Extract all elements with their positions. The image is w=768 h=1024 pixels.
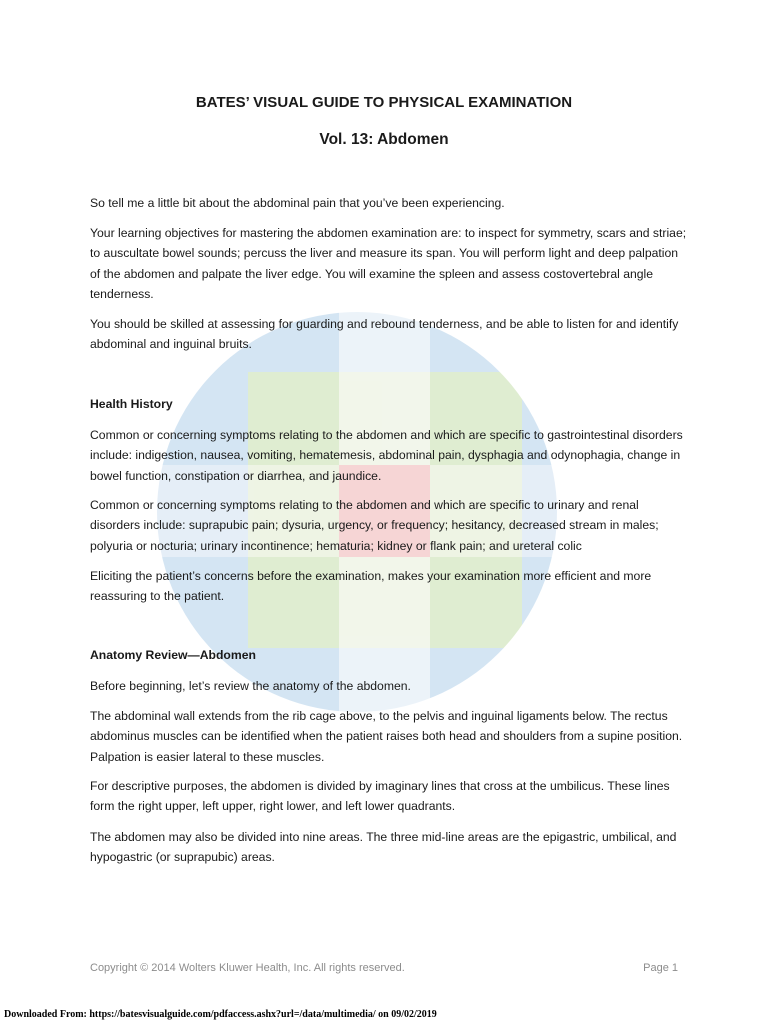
copyright-footer: Copyright © 2014 Wolters Kluwer Health, Inc. All rights reserved. xyxy=(90,962,405,974)
abdominal-wall-paragraph: The abdominal wall extends from the rib cage above, to the pelvis and inguinal ligaments below. The rectus abdominus muscles can be identified when the patient raises both head and shoulders from a supine position. Palpation is easier lateral to these muscles. xyxy=(90,709,683,764)
gi-symptoms-paragraph: Common or concerning symptoms relating to the abdomen and which are specific to gastrointestinal disorders include: indigestion, nausea, vomiting, hematemesis, abdominal pain, dysphagia and odynophagia, change in bowel function, constipation or diarrhea, and jaundice. xyxy=(90,428,683,483)
download-source-note: Downloaded From: https://batesvisualguide.com/pdfaccess.ashx?url=/data/multimedia/ on 09/02/2019 xyxy=(4,1009,437,1020)
learning-objectives-paragraph: Your learning objectives for mastering the abdomen examination are: to inspect for symmetry, scars and striae; to auscultate bowel sounds; percuss the liver and measure its span. You will perform light and deep palpation of the abdomen and palpate the liver edge. You will examine the spleen and assess costovertebral angle tenderness. xyxy=(90,226,687,301)
quadrants-paragraph: For descriptive purposes, the abdomen is divided by imaginary lines that cross at the umbilicus. These lines form the right upper, left upper, right lower, and left lower quadrants. xyxy=(90,779,670,814)
intro-paragraph: So tell me a little bit about the abdominal pain that you’ve been experiencing. xyxy=(90,196,505,210)
urinary-symptoms-paragraph: Common or concerning symptoms relating to the abdomen and which are specific to urinary and renal disorders include: suprapubic pain; dysuria, urgency, or frequency; hesitancy, decreased stream in males; polyuria or nocturia; urinary incontinence; hematuria; kidney or flank pain; and ureteral colic xyxy=(90,498,659,553)
page-number: Page 1 xyxy=(643,962,678,974)
nine-areas-paragraph: The abdomen may also be divided into nine areas. The three mid-line areas are the epigastric, umbilical, and hypogastric (or suprapubic) areas. xyxy=(90,830,677,865)
document-title: BATES’ VISUAL GUIDE TO PHYSICAL EXAMINATION xyxy=(195,94,573,111)
patient-concerns-paragraph: Eliciting the patient’s concerns before the examination, makes your examination more efficient and more reassuring to the patient. xyxy=(90,569,652,604)
section-heading-anatomy: Anatomy Review—Abdomen xyxy=(90,648,256,662)
document-subtitle: Vol. 13: Abdomen xyxy=(319,131,449,148)
skills-paragraph: You should be skilled at assessing for guarding and rebound tenderness, and be able to listen for and identify abdominal and inguinal bruits. xyxy=(90,317,679,352)
section-heading-health-history: Health History xyxy=(90,397,173,411)
anatomy-intro-paragraph: Before beginning, let’s review the anatomy of the abdomen. xyxy=(90,679,411,693)
